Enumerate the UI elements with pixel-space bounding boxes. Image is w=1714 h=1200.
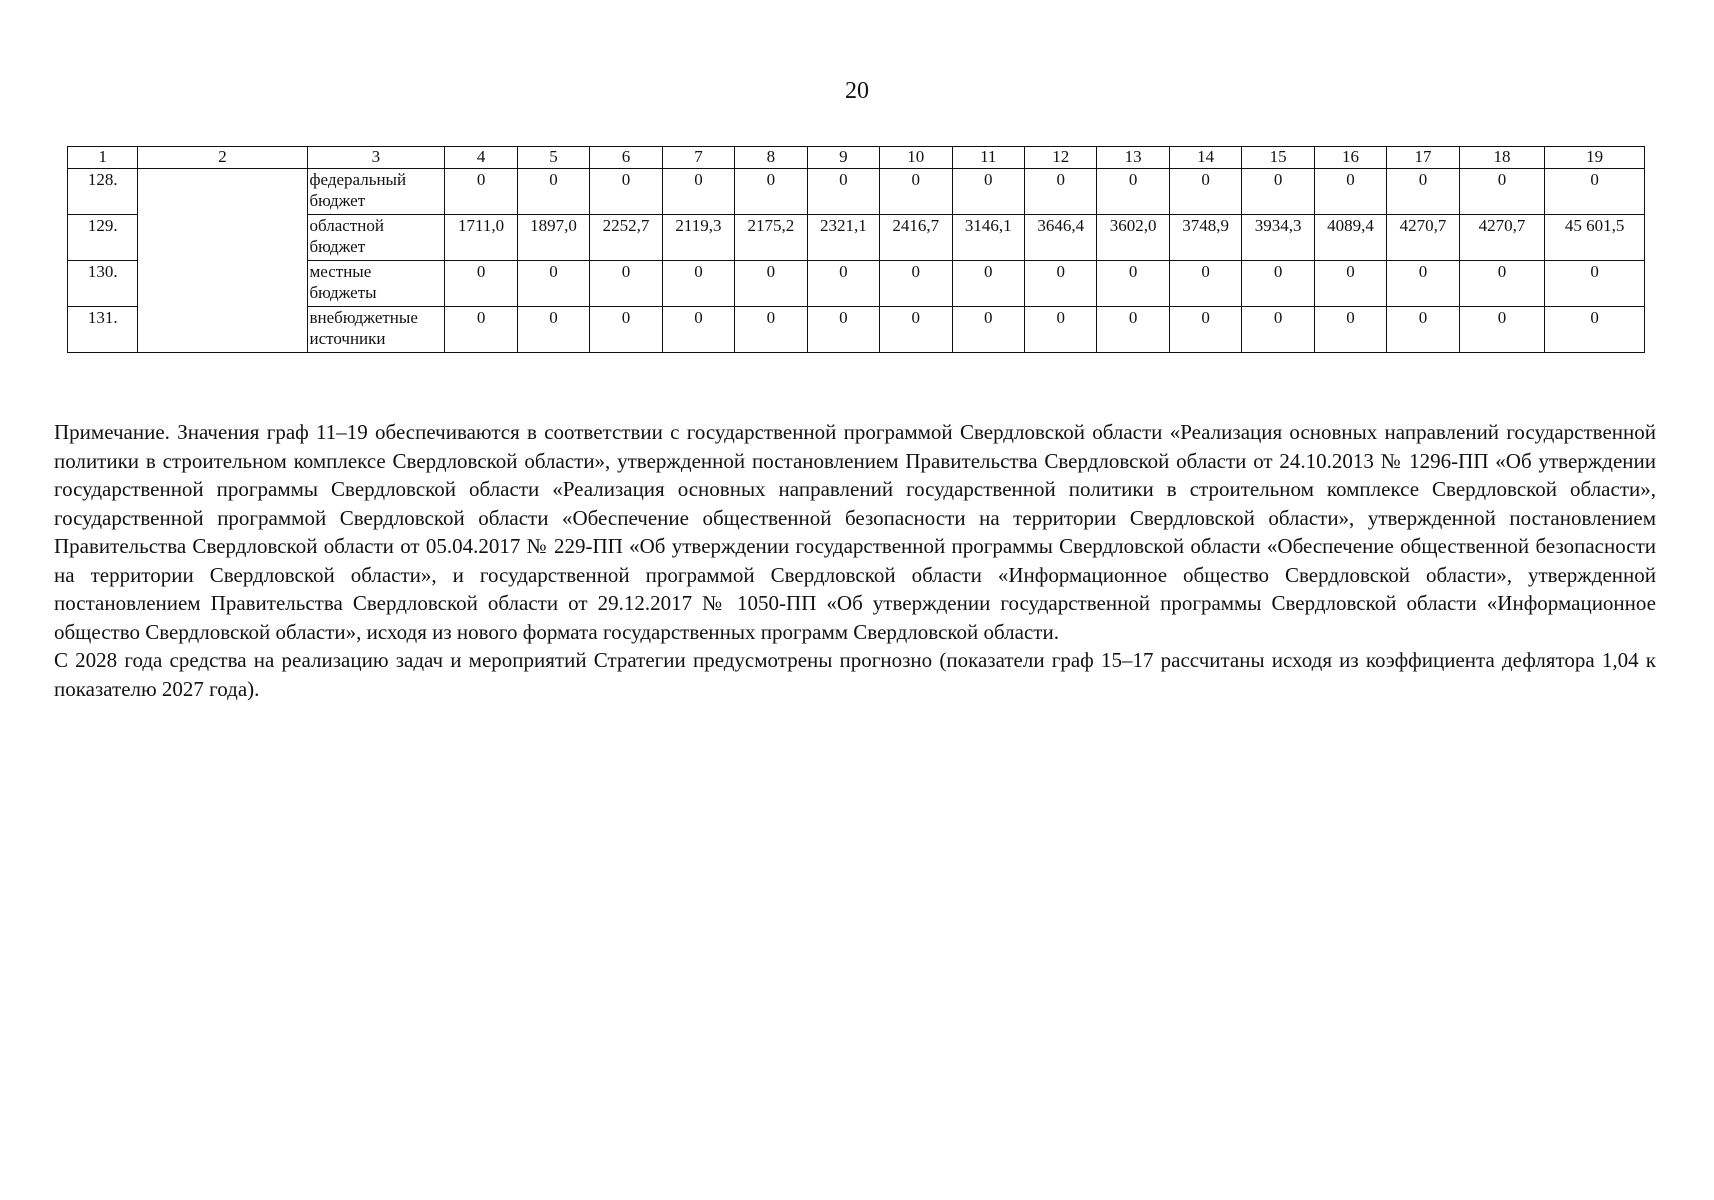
value-cell: 0 <box>1169 307 1241 353</box>
value-cell: 0 <box>1545 261 1645 307</box>
value-cell: 3748,9 <box>1169 215 1241 261</box>
value-cell: 3934,3 <box>1242 215 1314 261</box>
value-cell: 0 <box>517 261 589 307</box>
value-cell: 0 <box>1545 307 1645 353</box>
column-number: 3 <box>307 147 445 169</box>
value-cell: 0 <box>590 169 662 215</box>
value-cell: 0 <box>735 307 807 353</box>
source-label: внебюджетные источники <box>307 307 445 353</box>
column-number: 4 <box>445 147 517 169</box>
value-cell: 2252,7 <box>590 215 662 261</box>
row-number: 131. <box>68 307 138 353</box>
row-number: 129. <box>68 215 138 261</box>
value-cell: 0 <box>1459 261 1545 307</box>
column-number: 17 <box>1387 147 1459 169</box>
value-cell: 1711,0 <box>445 215 517 261</box>
value-cell: 0 <box>1024 307 1096 353</box>
column-number: 5 <box>517 147 589 169</box>
row-number: 128. <box>68 169 138 215</box>
column-number: 15 <box>1242 147 1314 169</box>
value-cell: 4270,7 <box>1387 215 1459 261</box>
value-cell: 0 <box>880 307 952 353</box>
value-cell: 2119,3 <box>662 215 734 261</box>
row-number: 130. <box>68 261 138 307</box>
value-cell: 0 <box>662 307 734 353</box>
value-cell: 0 <box>445 261 517 307</box>
table-row <box>68 169 1645 215</box>
value-cell: 0 <box>662 169 734 215</box>
column-number: 19 <box>1545 147 1645 169</box>
column-number: 18 <box>1459 147 1545 169</box>
value-cell: 0 <box>1024 261 1096 307</box>
value-cell: 0 <box>1169 169 1241 215</box>
value-cell: 0 <box>1242 261 1314 307</box>
note-paragraph: С 2028 года средства на реализацию задач и мероприятий Стратегии предусмотрены прогнозно (показатели граф 15–17 рассчитаны исходя из коэффициента дефлятора 1,04 к показателю 2027 года). <box>54 648 1656 701</box>
column-number: 8 <box>735 147 807 169</box>
value-cell: 45 601,5 <box>1545 215 1645 261</box>
column-number-row <box>68 147 1645 169</box>
column-number: 7 <box>662 147 734 169</box>
value-cell: 0 <box>445 169 517 215</box>
column-number: 9 <box>807 147 879 169</box>
value-cell: 0 <box>517 307 589 353</box>
value-cell: 0 <box>1097 261 1169 307</box>
column-number: 16 <box>1314 147 1386 169</box>
table-body <box>68 147 1645 353</box>
value-cell: 0 <box>735 261 807 307</box>
value-cell: 0 <box>880 169 952 215</box>
value-cell: 0 <box>1024 169 1096 215</box>
value-cell: 4089,4 <box>1314 215 1386 261</box>
value-cell: 0 <box>1097 307 1169 353</box>
value-cell: 2321,1 <box>807 215 879 261</box>
source-label: федеральный бюджет <box>307 169 445 215</box>
note-paragraph: Примечание. Значения граф 11–19 обеспечиваются в соответствии с государственной программой Свердловской области «Реализация основных направлений государственной политики в строительном комплексе Свердловской области», утвержденной постановлением Правительства Свердловской области от 24.10.2013 № 1296-ПП «Об утверждении государственной программы Свердловской области «Реализация основных направлений государственной политики в строительном комплексе Свердловской области», государственной программой Свердловской области «Обеспечение общественной безопасности на территории Свердловской области», утвержденной постановлением Правительства Свердловской области от 05.04.2017 № 229-ПП «Об утверждении государственной программы Свердловской области «Обеспечение общественной безопасности на территории Свердловской области», и государственной программой Свердловской области «Информационное общество Свердловской области», утвержденной постановлением Правительства Свердловской области от 29.12.2017 № 1050-ПП «Об утверждении государственной программы Свердловской области «Информационное общество Свердловской области», исходя из нового формата государственных программ Свердловской области. <box>54 420 1656 644</box>
value-cell: 0 <box>1314 307 1386 353</box>
value-cell: 0 <box>1459 307 1545 353</box>
value-cell: 1897,0 <box>517 215 589 261</box>
value-cell: 0 <box>952 307 1024 353</box>
value-cell: 3602,0 <box>1097 215 1169 261</box>
column-number: 13 <box>1097 147 1169 169</box>
empty-merged-cell <box>138 169 307 353</box>
value-cell: 0 <box>807 307 879 353</box>
column-number: 10 <box>880 147 952 169</box>
value-cell: 0 <box>880 261 952 307</box>
note-block <box>54 418 1656 703</box>
column-number: 2 <box>138 147 307 169</box>
value-cell: 2416,7 <box>880 215 952 261</box>
value-cell: 0 <box>952 261 1024 307</box>
page-number: 20 <box>845 78 869 104</box>
source-label: местные бюджеты <box>307 261 445 307</box>
value-cell: 0 <box>1242 307 1314 353</box>
value-cell: 0 <box>1097 169 1169 215</box>
value-cell: 0 <box>1387 307 1459 353</box>
value-cell: 0 <box>1387 261 1459 307</box>
value-cell: 0 <box>590 261 662 307</box>
value-cell: 3146,1 <box>952 215 1024 261</box>
value-cell: 0 <box>1545 169 1645 215</box>
value-cell: 0 <box>952 169 1024 215</box>
column-number: 12 <box>1024 147 1096 169</box>
value-cell: 4270,7 <box>1459 215 1545 261</box>
column-number: 11 <box>952 147 1024 169</box>
budget-table <box>67 146 1645 353</box>
value-cell: 0 <box>445 307 517 353</box>
value-cell: 0 <box>1314 169 1386 215</box>
value-cell: 0 <box>662 261 734 307</box>
value-cell: 0 <box>735 169 807 215</box>
value-cell: 0 <box>1169 261 1241 307</box>
value-cell: 0 <box>1314 261 1386 307</box>
column-number: 14 <box>1169 147 1241 169</box>
value-cell: 0 <box>517 169 589 215</box>
value-cell: 0 <box>807 169 879 215</box>
budget-table-container <box>67 146 1645 353</box>
value-cell: 0 <box>1459 169 1545 215</box>
source-label: областной бюджет <box>307 215 445 261</box>
value-cell: 0 <box>1242 169 1314 215</box>
column-number: 6 <box>590 147 662 169</box>
value-cell: 0 <box>590 307 662 353</box>
column-number: 1 <box>68 147 138 169</box>
value-cell: 2175,2 <box>735 215 807 261</box>
value-cell: 0 <box>807 261 879 307</box>
value-cell: 0 <box>1387 169 1459 215</box>
value-cell: 3646,4 <box>1024 215 1096 261</box>
